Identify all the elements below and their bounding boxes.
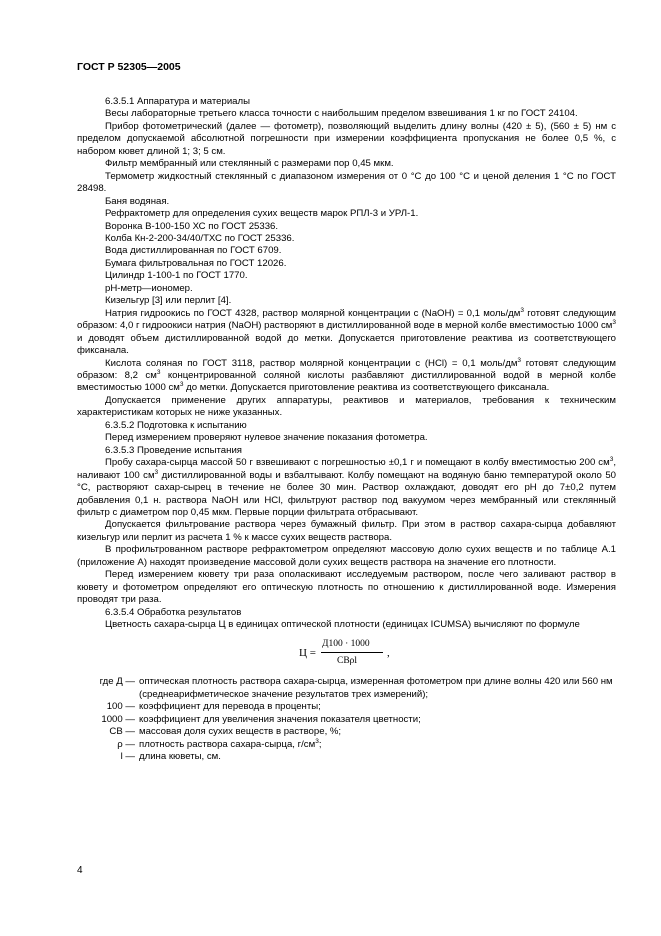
paragraph: 6.3.5.2 Подготовка к испытанию <box>105 419 247 431</box>
legend-term: l — <box>120 751 135 763</box>
legend-row <box>77 676 616 701</box>
paragraph: Весы лабораторные третьего класса точности с наибольшим пределом взвешивания 1 кг по ГОСТ 24104. <box>105 108 578 120</box>
legend-description: плотность раствора сахара-сырца, $г/см^3$; <box>139 737 322 750</box>
legend-term: 100 — <box>106 701 135 713</box>
paragraph: Вода дистиллированная по ГОСТ 6709. <box>105 245 282 257</box>
paragraph: Термометр жидкостный стеклянный с диапазоном измерения от 0 °С до 100 °С и ценой деления 1 °С по ГОСТ 28498. <box>77 170 616 195</box>
legend-term: СВ — <box>109 726 135 738</box>
paragraph: Рефрактометр для определения сухих веществ марок РПЛ-3 и УРЛ-1. <box>105 208 419 220</box>
paragraph: Цветность сахара-сырца Ц в единицах оптической плотности (единицах ICUMSA) вычисляют по формуле <box>105 619 580 631</box>
legend-description: длина кюветы, см. <box>139 751 221 763</box>
paragraph: Перед измерением проверяют нулевое значение показания фотометра. <box>105 432 428 444</box>
paragraph: Фильтр мембранный или стеклянный с размерами пор 0,45 мкм. <box>105 158 394 170</box>
paragraph: 6.3.5.3 Проведение испытания <box>105 444 242 456</box>
legend-description: массовая доля сухих веществ в растворе, %; <box>139 726 342 738</box>
paragraph: 6.3.5.4 Обработка результатов <box>105 606 242 618</box>
paragraph: Баня водяная. <box>105 195 170 207</box>
legend-row <box>77 726 616 738</box>
legend-term: ρ — <box>117 738 135 750</box>
paragraph: В профильтрованном растворе рефрактометром определяют массовую долю сухих веществ и по таблице А.1 (приложение А) находят произведение массовой доли сухих веществ раствора на значение его плотности. <box>77 544 616 568</box>
paragraph: рН-метр—иономер. <box>105 282 193 294</box>
paragraph: Бумага фильтровальная по ГОСТ 12026. <box>105 257 287 269</box>
legend-term: 1000 — <box>101 713 135 725</box>
paragraph: Перед измерением кювету три раза ополаскивают исследуемым раствором, после чего заливают раствор в кювету и фотометром определяют его оптическую плотность по отношению к дистиллированной воде. Измерения проводят три раза. <box>77 569 616 606</box>
paragraph: Кизельгур [3] или перлит [4]. <box>105 295 232 307</box>
legend-description: коэффициент для перевода в проценты; <box>139 701 321 713</box>
formula <box>77 633 616 673</box>
legend-row <box>77 714 616 726</box>
legend-description: коэффициент для увеличения значения показателя цветности; <box>139 713 421 725</box>
formula-comma: , <box>387 647 390 660</box>
document-header: ГОСТ Р 52305—2005 <box>77 61 181 73</box>
formula-numerator: Д100 · 1000 <box>322 639 370 650</box>
paragraph: Допускается применение других аппаратуры, реактивов и материалов, требования к техническим характеристикам которых не ниже указанных. <box>77 394 616 419</box>
paragraph-list <box>77 96 616 631</box>
formula-denominator: СВρl <box>337 656 358 667</box>
formula-legend <box>77 676 616 763</box>
paragraph: 6.3.5.1 Аппаратура и материалы <box>105 96 251 107</box>
legend-row <box>77 751 616 763</box>
paragraph: Прибор фотометрический (далее — фотометр), позволяющий выделить длину волны (420 ± 5), (560 ± 5) нм с пределом допускаемой абсолютной погрешности при измерении коэффициента пропускания не более 0,5 %, с набором кювет длиной 1; 3; 5 см. <box>77 120 616 157</box>
paragraph: Воронка В-100-150 ХС по ГОСТ 25336. <box>105 220 279 232</box>
page-number: 4 <box>77 865 83 876</box>
legend-row <box>77 701 616 713</box>
paragraph: Натрия гидроокись по ГОСТ 4328, раствор молярной концентрации c (NaOH) = 0,1 моль/$дм^3$ готовят следующим образом: 4,0 г гидроокиси натрия (NaOH) растворяют в дистиллированной воде в мерной колбе вместимостью 1000 $см^3$ и доводят объем дистиллированной водой до метки. Допускается приготовление реактива из соответствующего фиксанала. <box>77 306 616 357</box>
formula-lhs: Ц = <box>299 647 316 660</box>
paragraph: Допускается фильтрование раствора через бумажный фильтр. При этом в раствор сахара-сырца добавляют кизельгур или перлит из расчета 1 % к массе сухих веществ раствора. <box>77 519 616 543</box>
paragraph: Пробу сахара-сырца массой 50 г взвешивают с погрешностью ±0,1 г и помещают в колбу вместимостью 200 $см^3$, наливают 100 $см^3$ дистиллированной воды и взбалтывают. Колбу помещают на водяную баню температурой около 50 °С, растворяют сахар-сырец в течение не более 30 мин. Раствор охлаждают, доводят его рН до 7±0,2 путем добавления 0,1 н. раствора NaOH или HCl, фильтруют раствор под вакуумом через мембранный или стеклянный фильтр с диаметром пор 0,45 мкм. Первые порции фильтрата отбрасывают. <box>77 456 616 518</box>
fraction-bar <box>321 652 383 653</box>
legend-row <box>77 739 616 751</box>
paragraph: Кислота соляная по ГОСТ 3118, раствор молярной концентрации c (HCl) = 0,1 моль/$дм^3$ готовят следующим образом: 8,2 $см^3$ концентрированной соляной кислоты разбавляют дистиллированной водой в мерной колбе вместимостью 1000 $см^3$ до метки. Допускается приготовление реактива из соответствующего фиксанала. <box>77 356 616 394</box>
document-body <box>77 96 616 764</box>
paragraph: Цилиндр 1-100-1 по ГОСТ 1770. <box>105 270 248 282</box>
paragraph: Колба Кн-2-200-34/40/ТХС по ГОСТ 25336. <box>105 232 295 244</box>
legend-term: где Д — <box>99 676 135 688</box>
legend-description: оптическая плотность раствора сахара-сырца, измеренная фотометром при длине волны 420 или 560 нм (среднеарифметическое значение результатов трех измерений); <box>139 676 613 700</box>
